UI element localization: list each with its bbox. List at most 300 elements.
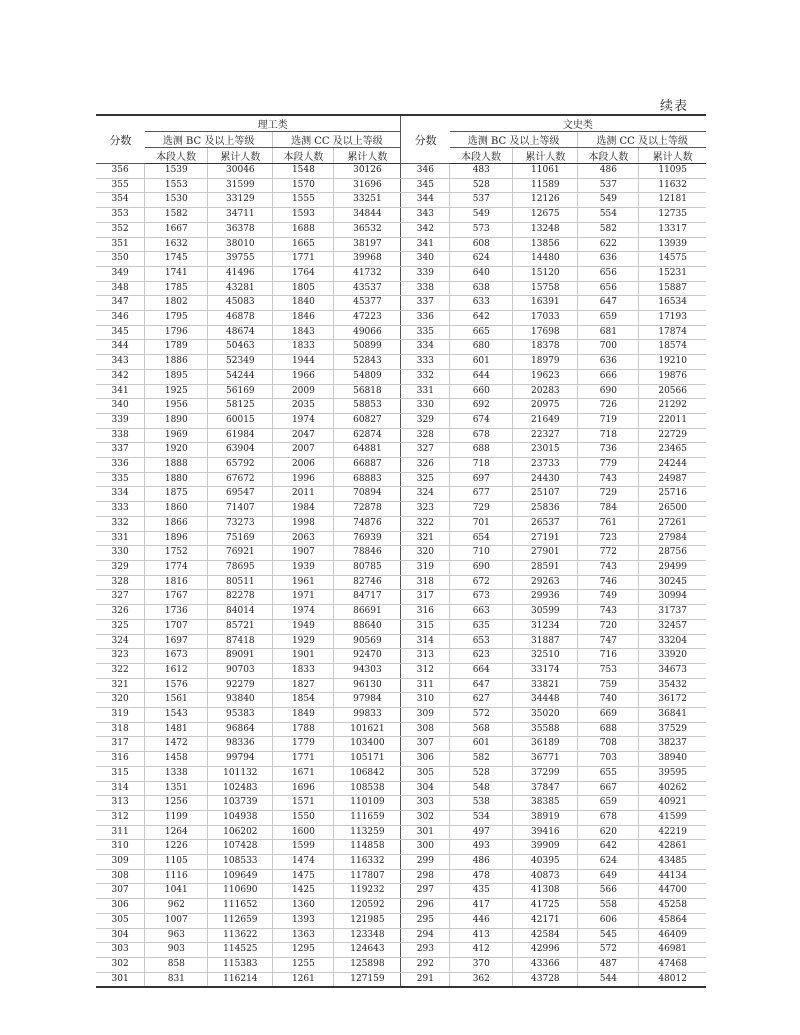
- sci-bc-seg-cell: 1736: [145, 605, 208, 620]
- arts-bc-cum-cell: 25836: [513, 502, 578, 517]
- table-row: [96, 649, 706, 664]
- arts-cc-cum-cell: 12181: [639, 193, 706, 208]
- arts-bc-cum-cell: 11061: [513, 164, 578, 179]
- table-row: [96, 281, 706, 296]
- arts-bc-seg-cell: 572: [450, 708, 513, 723]
- sci-cc-cum-cell: 101621: [334, 722, 401, 737]
- arts-cc-cum-cell: 30994: [639, 590, 706, 605]
- arts-bc-seg-cell: 692: [450, 399, 513, 414]
- sci-score-cell: 339: [96, 413, 145, 428]
- table-row: [96, 693, 706, 708]
- table-row: [96, 972, 706, 987]
- sci-cc-cum-cell: 110109: [334, 796, 401, 811]
- sci-bc-cum-cell: 65792: [208, 458, 273, 473]
- arts-cc-cum-cell: 44700: [639, 884, 706, 899]
- sci-cc-cum-cell: 54809: [334, 369, 401, 384]
- arts-bc-cum-cell: 33821: [513, 678, 578, 693]
- sci-bc-seg-cell: 1741: [145, 266, 208, 281]
- sci-cc-cum-cell: 56818: [334, 384, 401, 399]
- sci-cc-seg-cell: 1571: [273, 796, 334, 811]
- arts-bc-seg-cell: 697: [450, 472, 513, 487]
- arts-bc-cum-cell: 39416: [513, 825, 578, 840]
- arts-cc-seg-cell: 486: [578, 164, 639, 179]
- arts-cc-seg-cell: 558: [578, 899, 639, 914]
- arts-score-cell: 299: [401, 855, 450, 870]
- sci-bc-cum-cell: 84014: [208, 605, 273, 620]
- arts-cc-seg-cell: 747: [578, 634, 639, 649]
- arts-bc-seg-cell: 660: [450, 384, 513, 399]
- table-row: [96, 237, 706, 252]
- sci-score-cell: 330: [96, 546, 145, 561]
- sci-cc-cum-cell: 49066: [334, 325, 401, 340]
- sci-cc-seg-cell: 1843: [273, 325, 334, 340]
- arts-score-cell: 343: [401, 208, 450, 223]
- arts-score-cell: 314: [401, 634, 450, 649]
- sci-cc-cum-cell: 50899: [334, 340, 401, 355]
- table-row: [96, 516, 706, 531]
- arts-cc-seg-cell: 784: [578, 502, 639, 517]
- arts-bc-cum-cell: 17698: [513, 325, 578, 340]
- arts-score-cell: 306: [401, 752, 450, 767]
- sci-cc-cum-cell: 117807: [334, 869, 401, 884]
- table-row: [96, 502, 706, 517]
- arts-cc-seg-cell: 636: [578, 355, 639, 370]
- sci-cc-seg-cell: 1363: [273, 928, 334, 943]
- sci-cc-seg-cell: 1360: [273, 899, 334, 914]
- sci-score-cell: 337: [96, 443, 145, 458]
- arts-score-cell: 294: [401, 928, 450, 943]
- sci-cc-cum-cell: 92470: [334, 649, 401, 664]
- sci-cc-cum-cell: 125898: [334, 957, 401, 972]
- sci-cc-seg-cell: 1966: [273, 369, 334, 384]
- sci-cc-cum-cell: 116332: [334, 855, 401, 870]
- arts-cc-cum-cell: 33920: [639, 649, 706, 664]
- arts-cc-seg-cell: 620: [578, 825, 639, 840]
- arts-cc-cum-cell: 47468: [639, 957, 706, 972]
- arts-cc-seg-cell: 656: [578, 281, 639, 296]
- sci-cc-seg-cell: 1961: [273, 575, 334, 590]
- arts-score-cell: 319: [401, 560, 450, 575]
- table-row: [96, 266, 706, 281]
- arts-score-cell: 308: [401, 722, 450, 737]
- arts-cc-cum-cell: 11095: [639, 164, 706, 179]
- arts-bc-seg-cell: 549: [450, 208, 513, 223]
- arts-score-cell: 331: [401, 384, 450, 399]
- arts-cc-seg-cell: 649: [578, 869, 639, 884]
- arts-cc-cum-cell: 11632: [639, 178, 706, 193]
- arts-score-cell: 311: [401, 678, 450, 693]
- sci-score-cell: 325: [96, 619, 145, 634]
- sci-cc-seg-cell: 1779: [273, 737, 334, 752]
- arts-bc-seg-cell: 568: [450, 722, 513, 737]
- sci-cc-seg-cell: 1849: [273, 708, 334, 723]
- arts-bc-cum-cell: 41725: [513, 899, 578, 914]
- arts-bc-cum-cell: 17033: [513, 311, 578, 326]
- sci-score-cell: 356: [96, 164, 145, 179]
- arts-bc-cum-cell: 29263: [513, 575, 578, 590]
- sci-cc-seg-cell: 1599: [273, 840, 334, 855]
- table-row: [96, 443, 706, 458]
- sci-bc-seg-cell: 1920: [145, 443, 208, 458]
- arts-bc-cum-cell: 22327: [513, 428, 578, 443]
- sci-score-cell: 332: [96, 516, 145, 531]
- table-row: [96, 766, 706, 781]
- sci-score-cell: 326: [96, 605, 145, 620]
- arts-cc-seg-cell: 669: [578, 708, 639, 723]
- table-row: [96, 296, 706, 311]
- sci-bc-seg-cell: 1795: [145, 311, 208, 326]
- sci-cc-seg-cell: 1944: [273, 355, 334, 370]
- arts-score-cell: 333: [401, 355, 450, 370]
- arts-bc-seg-cell: 624: [450, 252, 513, 267]
- arts-cc-cum-cell: 40921: [639, 796, 706, 811]
- sci-cc-seg-cell: 1901: [273, 649, 334, 664]
- arts-bc-seg-cell: 638: [450, 281, 513, 296]
- arts-score-cell: 312: [401, 663, 450, 678]
- arts-cc-cum-cell: 17193: [639, 311, 706, 326]
- table-row: [96, 605, 706, 620]
- sci-cc-cum-cell: 108538: [334, 781, 401, 796]
- arts-score-cell: 335: [401, 325, 450, 340]
- arts-bc-seg-cell: 370: [450, 957, 513, 972]
- sci-bc-cum-cell: 96864: [208, 722, 273, 737]
- table-row: [96, 472, 706, 487]
- arts-cc-seg-cell: 716: [578, 649, 639, 664]
- arts-score-cell: 310: [401, 693, 450, 708]
- sci-bc-cum-cell: 104938: [208, 810, 273, 825]
- sci-bc-cum-cell: 101132: [208, 766, 273, 781]
- table-row: [96, 487, 706, 502]
- sci-cc-cum-cell: 121985: [334, 913, 401, 928]
- arts-score-cell: 300: [401, 840, 450, 855]
- arts-bc-cum-cell: 26537: [513, 516, 578, 531]
- sci-score-cell: 353: [96, 208, 145, 223]
- arts-cc-seg-cell: 659: [578, 311, 639, 326]
- arts-bc-seg-cell: 493: [450, 840, 513, 855]
- sci-cc-seg-cell: 1255: [273, 957, 334, 972]
- arts-cc-seg-cell: 572: [578, 943, 639, 958]
- table-row: [96, 178, 706, 193]
- sci-bc-seg-cell: 1530: [145, 193, 208, 208]
- sci-cc-cum-cell: 119232: [334, 884, 401, 899]
- arts-bc-cum-cell: 43728: [513, 972, 578, 987]
- sci-cc-cum-cell: 96130: [334, 678, 401, 693]
- sci-bc-seg-cell: 1866: [145, 516, 208, 531]
- sci-cc-seg-cell: 1846: [273, 311, 334, 326]
- arts-cc-seg-cell: 690: [578, 384, 639, 399]
- sci-cc-seg-cell: 1788: [273, 722, 334, 737]
- sci-bc-cum-cell: 110690: [208, 884, 273, 899]
- sci-bc-cum-cell: 109649: [208, 869, 273, 884]
- table-row: [96, 252, 706, 267]
- sci-bc-seg-cell: 1774: [145, 560, 208, 575]
- sci-score-cell: 303: [96, 943, 145, 958]
- arts-cc-seg-header: 本段人数: [578, 148, 639, 164]
- sci-cc-seg-cell: 1998: [273, 516, 334, 531]
- sci-cc-seg-cell: 1974: [273, 413, 334, 428]
- table-row: [96, 663, 706, 678]
- sci-bc-seg-cell: 1860: [145, 502, 208, 517]
- arts-bc-seg-cell: 665: [450, 325, 513, 340]
- arts-cc-cum-cell: 36172: [639, 693, 706, 708]
- sci-bc-seg-cell: 1925: [145, 384, 208, 399]
- arts-score-cell: 321: [401, 531, 450, 546]
- sci-bc-seg-cell: 963: [145, 928, 208, 943]
- arts-bc-header: 选测 BC 及以上等级: [450, 132, 578, 148]
- sci-cc-cum-cell: 113259: [334, 825, 401, 840]
- arts-bc-seg-cell: 478: [450, 869, 513, 884]
- arts-score-cell: 305: [401, 766, 450, 781]
- table-row: [96, 399, 706, 414]
- arts-bc-cum-cell: 12126: [513, 193, 578, 208]
- arts-bc-cum-cell: 25107: [513, 487, 578, 502]
- sci-cc-seg-cell: 1593: [273, 208, 334, 223]
- sci-cc-seg-cell: 1393: [273, 913, 334, 928]
- table-row: [96, 708, 706, 723]
- sci-cc-seg-cell: 2011: [273, 487, 334, 502]
- sci-score-cell: 352: [96, 222, 145, 237]
- sci-cc-seg-cell: 1688: [273, 222, 334, 237]
- arts-bc-cum-cell: 13856: [513, 237, 578, 252]
- sci-bc-cum-cell: 30046: [208, 164, 273, 179]
- arts-cc-cum-cell: 18574: [639, 340, 706, 355]
- sci-bc-header: 选测 BC 及以上等级: [145, 132, 273, 148]
- table-row: [96, 884, 706, 899]
- sci-bc-seg-cell: 1697: [145, 634, 208, 649]
- sci-bc-seg-cell: 1543: [145, 708, 208, 723]
- arts-cc-seg-cell: 729: [578, 487, 639, 502]
- arts-bc-seg-cell: 608: [450, 237, 513, 252]
- arts-score-cell: 324: [401, 487, 450, 502]
- sci-cc-seg-cell: 2035: [273, 399, 334, 414]
- arts-bc-cum-cell: 19623: [513, 369, 578, 384]
- sci-bc-seg-cell: 1796: [145, 325, 208, 340]
- table-row: [96, 957, 706, 972]
- arts-bc-seg-cell: 644: [450, 369, 513, 384]
- table-row: [96, 678, 706, 693]
- arts-cc-cum-cell: 45864: [639, 913, 706, 928]
- sci-bc-cum-cell: 87418: [208, 634, 273, 649]
- table-row: [96, 340, 706, 355]
- arts-score-cell: 328: [401, 428, 450, 443]
- arts-bc-seg-cell: 497: [450, 825, 513, 840]
- arts-bc-cum-cell: 27901: [513, 546, 578, 561]
- sci-score-cell: 322: [96, 663, 145, 678]
- arts-score-cell: 338: [401, 281, 450, 296]
- sci-bc-cum-cell: 114525: [208, 943, 273, 958]
- arts-score-cell: 341: [401, 237, 450, 252]
- sci-cc-cum-cell: 123348: [334, 928, 401, 943]
- sci-bc-seg-cell: 1667: [145, 222, 208, 237]
- sci-bc-seg-cell: 1256: [145, 796, 208, 811]
- arts-bc-cum-header: 累计人数: [513, 148, 578, 164]
- arts-score-cell: 332: [401, 369, 450, 384]
- arts-cc-cum-cell: 13939: [639, 237, 706, 252]
- sci-cc-cum-cell: 127159: [334, 972, 401, 987]
- sci-score-cell: 341: [96, 384, 145, 399]
- arts-bc-seg-cell: 446: [450, 913, 513, 928]
- arts-cc-cum-cell: 15887: [639, 281, 706, 296]
- sci-cc-cum-cell: 111659: [334, 810, 401, 825]
- arts-bc-seg-cell: 690: [450, 560, 513, 575]
- arts-cc-seg-cell: 647: [578, 296, 639, 311]
- table-row: [96, 943, 706, 958]
- arts-cc-seg-cell: 487: [578, 957, 639, 972]
- arts-cc-seg-cell: 718: [578, 428, 639, 443]
- sci-cc-seg-cell: 1984: [273, 502, 334, 517]
- sci-bc-seg-cell: 1816: [145, 575, 208, 590]
- arts-bc-cum-cell: 43366: [513, 957, 578, 972]
- arts-cc-seg-cell: 736: [578, 443, 639, 458]
- score-header-arts: 分数: [401, 115, 450, 164]
- sci-score-cell: 319: [96, 708, 145, 723]
- arts-cc-cum-header: 累计人数: [639, 148, 706, 164]
- sci-bc-cum-cell: 34711: [208, 208, 273, 223]
- sci-score-cell: 324: [96, 634, 145, 649]
- sci-bc-seg-cell: 1785: [145, 281, 208, 296]
- score-distribution-table: [96, 114, 706, 988]
- sci-cc-cum-cell: 78846: [334, 546, 401, 561]
- table-row: [96, 752, 706, 767]
- sci-score-cell: 343: [96, 355, 145, 370]
- sci-cc-cum-cell: 58853: [334, 399, 401, 414]
- sci-bc-seg-cell: 1896: [145, 531, 208, 546]
- sci-cc-seg-cell: 1570: [273, 178, 334, 193]
- table-row: [96, 325, 706, 340]
- arts-bc-cum-cell: 37847: [513, 781, 578, 796]
- arts-cc-cum-cell: 37529: [639, 722, 706, 737]
- sci-bc-cum-cell: 56169: [208, 384, 273, 399]
- sci-score-cell: 349: [96, 266, 145, 281]
- sci-cc-cum-cell: 97984: [334, 693, 401, 708]
- sci-cc-header: 选测 CC 及以上等级: [273, 132, 401, 148]
- arts-cc-seg-cell: 659: [578, 796, 639, 811]
- sci-cc-cum-cell: 52843: [334, 355, 401, 370]
- arts-cc-seg-cell: 549: [578, 193, 639, 208]
- arts-bc-cum-cell: 23733: [513, 458, 578, 473]
- sci-bc-cum-cell: 48674: [208, 325, 273, 340]
- arts-bc-cum-cell: 15120: [513, 266, 578, 281]
- arts-bc-cum-cell: 42171: [513, 913, 578, 928]
- arts-cc-seg-cell: 655: [578, 766, 639, 781]
- sci-bc-cum-cell: 38010: [208, 237, 273, 252]
- arts-bc-cum-cell: 41308: [513, 884, 578, 899]
- arts-bc-cum-cell: 16391: [513, 296, 578, 311]
- sci-cc-seg-cell: 1474: [273, 855, 334, 870]
- arts-cc-seg-cell: 726: [578, 399, 639, 414]
- arts-cc-seg-cell: 719: [578, 413, 639, 428]
- table-row: [96, 899, 706, 914]
- sci-score-cell: 317: [96, 737, 145, 752]
- sci-bc-cum-cell: 112659: [208, 913, 273, 928]
- arts-score-cell: 304: [401, 781, 450, 796]
- arts-cc-cum-cell: 20566: [639, 384, 706, 399]
- table-row: [96, 428, 706, 443]
- arts-cc-cum-cell: 33204: [639, 634, 706, 649]
- sci-bc-cum-cell: 95383: [208, 708, 273, 723]
- sci-bc-seg-cell: 1612: [145, 663, 208, 678]
- sci-bc-cum-cell: 67672: [208, 472, 273, 487]
- sci-cc-cum-cell: 114858: [334, 840, 401, 855]
- arts-bc-cum-cell: 38385: [513, 796, 578, 811]
- arts-cc-seg-cell: 544: [578, 972, 639, 987]
- sci-score-cell: 346: [96, 311, 145, 326]
- arts-cc-seg-cell: 582: [578, 222, 639, 237]
- arts-cc-cum-cell: 40262: [639, 781, 706, 796]
- arts-cc-seg-cell: 554: [578, 208, 639, 223]
- arts-bc-seg-cell: 417: [450, 899, 513, 914]
- arts-score-cell: 344: [401, 193, 450, 208]
- sci-bc-seg-cell: 1576: [145, 678, 208, 693]
- sci-bc-cum-cell: 107428: [208, 840, 273, 855]
- sci-bc-cum-cell: 82278: [208, 590, 273, 605]
- sci-cc-cum-cell: 72878: [334, 502, 401, 517]
- arts-cc-cum-cell: 22729: [639, 428, 706, 443]
- sci-cc-seg-cell: 1929: [273, 634, 334, 649]
- arts-cc-cum-cell: 13317: [639, 222, 706, 237]
- arts-bc-seg-cell: 680: [450, 340, 513, 355]
- sci-bc-cum-cell: 73273: [208, 516, 273, 531]
- arts-bc-seg-cell: 435: [450, 884, 513, 899]
- sci-bc-seg-cell: 1539: [145, 164, 208, 179]
- arts-cc-seg-cell: 753: [578, 663, 639, 678]
- arts-cc-cum-cell: 32457: [639, 619, 706, 634]
- sci-cc-seg-cell: 1548: [273, 164, 334, 179]
- sci-cc-cum-cell: 34844: [334, 208, 401, 223]
- sci-bc-cum-cell: 60015: [208, 413, 273, 428]
- arts-bc-cum-cell: 27191: [513, 531, 578, 546]
- arts-cc-seg-cell: 708: [578, 737, 639, 752]
- arts-cc-seg-cell: 606: [578, 913, 639, 928]
- arts-score-cell: 293: [401, 943, 450, 958]
- arts-bc-cum-cell: 36189: [513, 737, 578, 752]
- arts-cc-cum-cell: 24987: [639, 472, 706, 487]
- sci-cc-seg-cell: 2009: [273, 384, 334, 399]
- arts-bc-seg-cell: 718: [450, 458, 513, 473]
- table-row: [96, 531, 706, 546]
- sci-bc-cum-cell: 106202: [208, 825, 273, 840]
- sci-cc-cum-cell: 86691: [334, 605, 401, 620]
- sci-bc-cum-cell: 76921: [208, 546, 273, 561]
- sci-cc-cum-cell: 36532: [334, 222, 401, 237]
- arts-score-cell: 327: [401, 443, 450, 458]
- arts-bc-seg-cell: 635: [450, 619, 513, 634]
- arts-bc-cum-cell: 23015: [513, 443, 578, 458]
- sci-cc-cum-cell: 84717: [334, 590, 401, 605]
- arts-bc-cum-cell: 13248: [513, 222, 578, 237]
- arts-bc-seg-cell: 537: [450, 193, 513, 208]
- sci-bc-cum-cell: 85721: [208, 619, 273, 634]
- sci-cc-cum-cell: 41732: [334, 266, 401, 281]
- table-row: [96, 634, 706, 649]
- sci-bc-seg-cell: 1116: [145, 869, 208, 884]
- sci-bc-seg-cell: 1582: [145, 208, 208, 223]
- sci-cc-seg-cell: 1696: [273, 781, 334, 796]
- table-row: [96, 311, 706, 326]
- arts-bc-seg-cell: 729: [450, 502, 513, 517]
- sci-bc-seg-cell: 1886: [145, 355, 208, 370]
- sci-cc-seg-cell: 1827: [273, 678, 334, 693]
- sci-cc-cum-cell: 43537: [334, 281, 401, 296]
- arts-cc-seg-cell: 566: [578, 884, 639, 899]
- arts-cc-seg-cell: 678: [578, 810, 639, 825]
- sci-bc-seg-cell: 1199: [145, 810, 208, 825]
- arts-bc-cum-cell: 21649: [513, 413, 578, 428]
- arts-score-cell: 303: [401, 796, 450, 811]
- table-row: [96, 810, 706, 825]
- arts-bc-cum-cell: 15758: [513, 281, 578, 296]
- arts-cc-cum-cell: 38237: [639, 737, 706, 752]
